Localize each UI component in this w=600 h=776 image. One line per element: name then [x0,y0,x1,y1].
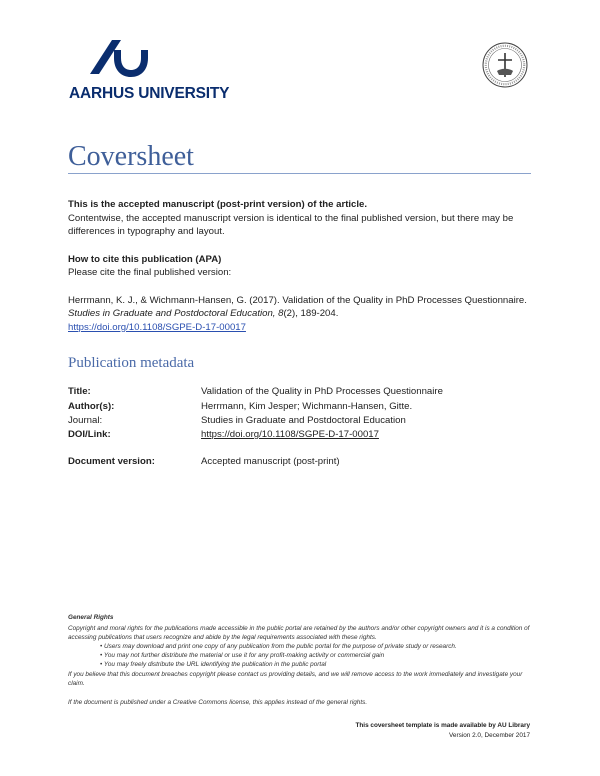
citation-doi-link[interactable]: https://doi.org/10.1108/SGPE-D-17-00017 [68,321,246,333]
meta-doi-label: DOI/Link: [68,429,111,440]
citation-reference [68,294,538,334]
logo-arc-mark [114,50,148,77]
rights-bullet: • You may freely distribute the URL identifying the publication in the public portal [100,660,327,668]
breach-notice: If you believe that this document breaches copyright please contact us providing details, and we will remove access to the work immediately and investigate your claim. [68,671,523,687]
page-title: Coversheet [68,141,194,172]
creative-commons-notice: If the document is published under a Creative Commons license, this applies instead of the general rights. [68,699,368,706]
meta-journal-value: Studies in Graduate and Postdoctoral Education [201,415,406,426]
citation-reference-part2: (2), 189-204. [283,308,339,320]
meta-authors-label: Author(s): [68,401,115,412]
citation-heading: How to cite this publication (APA) [68,254,222,265]
document-version-value: Accepted manuscript (post-print) [201,456,340,467]
meta-journal-label: Journal: [68,415,103,426]
title-divider [68,173,531,174]
rights-bullet: • Users may download and print one copy of any publication from the public portal for the purpose of private study or research. [100,643,457,650]
university-seal-icon [481,41,529,89]
meta-authors-value: Herrmann, Kim Jesper; Wichmann-Hansen, Gitte. [201,401,413,412]
citation-journal: Studies in Graduate and Postdoctoral Education, 8 [68,308,284,320]
meta-title-label: Title: [68,386,91,397]
university-name: AARHUS UNIVERSITY [69,85,230,102]
footer-template-notice: This coversheet template is made available by AU Library [355,722,530,729]
general-rights-text: Copyright and moral rights for the publications made accessible in the public portal are retained by the authors and/or other copyright owners and it is a condition of accessing publications that users recognize and abide by the legal requirements associated with these rights. [68,625,530,641]
citation-subheading: Please cite the final published version: [68,267,232,278]
metadata-heading: Publication metadata [68,355,195,371]
rights-bullet: • You may not further distribute the material or use it for any profit-making activity or commercial gain [100,651,385,659]
footer-version: Version 2.0, December 2017 [449,732,530,739]
general-rights-bullets [100,643,530,670]
general-rights-heading: General Rights [68,614,114,621]
manuscript-notice-text: Contentwise, the accepted manuscript version is identical to the final published version, but there may be differences in typography and layout. [68,213,514,238]
meta-title-value: Validation of the Quality in PhD Processes Questionnaire [201,386,443,397]
document-version-label: Document version: [68,456,155,467]
meta-doi-link[interactable]: https://doi.org/10.1108/SGPE-D-17-00017 [201,429,379,440]
manuscript-notice-heading: This is the accepted manuscript (post-print version) of the article. [68,199,368,210]
citation-reference-part1: Herrmann, K. J., & Wichmann-Hansen, G. (2017). Validation of the Quality in PhD Processes Questionnaire. [68,295,527,306]
